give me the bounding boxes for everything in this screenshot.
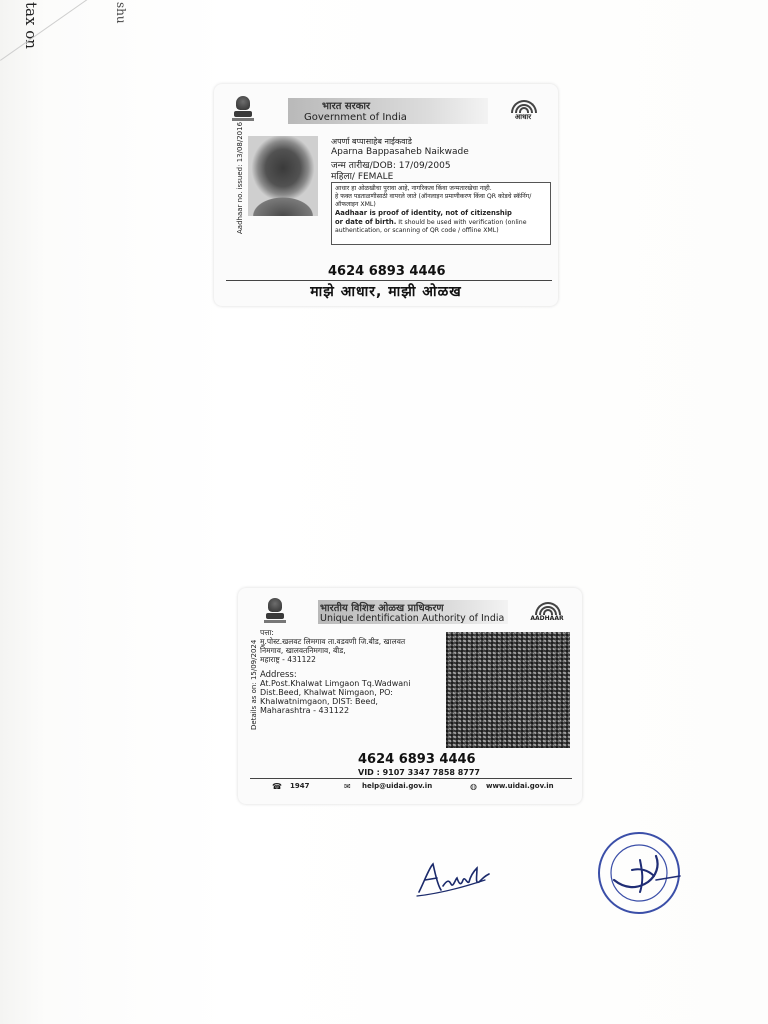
notice-english-bold1: Aadhaar is proof of identity, not of citizenship [335, 209, 512, 217]
website-url: www.uidai.gov.in [486, 782, 554, 790]
holder-name-english: Aparna Bappasaheb Naikwade [331, 147, 469, 157]
phone-icon: ☎ [272, 782, 282, 791]
national-emblem-icon [264, 598, 286, 626]
address-line4: Maharashtra - 431122 [260, 706, 350, 715]
front-divider [226, 280, 552, 281]
issue-date-vertical: Aadhaar no. issued: 13/08/2016 [236, 121, 244, 234]
holder-dob: जन्म तारीख/DOB: 17/09/2005 [331, 161, 451, 171]
notice-marathi-line2: हे फक्त पडताळणीसाठी वापरले जाते (ऑनलाइन प्रमाणीकरण किंवा QR कोडचे स्कॅनिंग/ ऑफलाइन XML) [335, 193, 532, 208]
aadhaar-logo-label: आधार [514, 113, 532, 121]
holder-name-marathi: अपर्णा बप्पासाहेब नाईकवाडे [331, 137, 412, 146]
margin-text-tax-on: tax on [22, 2, 40, 49]
identity-notice-box [331, 182, 551, 245]
virtual-id: VID : 9107 3347 7858 8777 [358, 768, 480, 777]
holder-photo [248, 136, 318, 216]
handwritten-signature [415, 850, 495, 900]
aadhaar-number-front: 4624 6893 4446 [328, 264, 446, 279]
header-english: Government of India [304, 112, 407, 123]
help-email: help@uidai.gov.in [362, 782, 433, 790]
address-line3: Khalwatnimgaon, DIST: Beed, [260, 697, 378, 706]
aadhaar-number-back: 4624 6893 4446 [358, 752, 476, 767]
globe-icon: ◍ [470, 782, 477, 791]
notice-marathi-line1: आधार हा ओळखीचा पुरावा आहे, नागरिकत्व किंवा जन्मतारखेचा नाही. [335, 185, 492, 192]
address-marathi-line2: निमगाव, खालवतनिमगाव, बीड, [260, 646, 346, 655]
qr-code [446, 632, 570, 748]
address-label-marathi: पत्ता: [260, 628, 274, 637]
address-marathi-line3: महाराष्ट्र - 431122 [260, 655, 316, 664]
card-motto: माझे आधार, माझी ओळख [310, 284, 462, 300]
address-marathi-line1: मु.पोस्ट.खलवट लिमगाव ता.वडवणी जि.बीड, खालवत [260, 637, 406, 646]
notice-english-rest: It should be used with verification (online authentication, or scanning of QR code / offline XML) [335, 219, 527, 234]
notice-english-bold2: or date of birth. [335, 218, 397, 226]
aadhaar-logo-label: AADHAAR [530, 615, 564, 622]
bank-stamp [596, 830, 682, 916]
details-date-vertical: Details as on: 15/09/2024 [250, 639, 258, 730]
header-hindi: भारतीय विशिष्ट ओळख प्राधिकरण [320, 603, 444, 614]
email-icon: ✉ [344, 782, 351, 791]
aadhaar-logo-icon [530, 600, 564, 626]
address-label: Address: [260, 670, 297, 680]
aadhaar-card-front [214, 84, 558, 306]
address-line2: Dist.Beed, Khalwat Nimgaon, PO: [260, 688, 393, 697]
back-divider [250, 778, 572, 779]
aadhaar-logo-icon [506, 98, 540, 124]
helpline-number: 1947 [290, 782, 310, 790]
holder-gender: महिला/ FEMALE [331, 172, 394, 182]
margin-text-fragment: shu [114, 2, 128, 24]
header-hindi: भारत सरकार [322, 101, 371, 112]
address-line1: At.Post.Khalwat Limgaon Tq.Wadwani [260, 679, 411, 688]
header-english: Unique Identification Authority of India [320, 613, 505, 624]
aadhaar-card-back [238, 588, 582, 804]
national-emblem-icon [232, 96, 254, 124]
